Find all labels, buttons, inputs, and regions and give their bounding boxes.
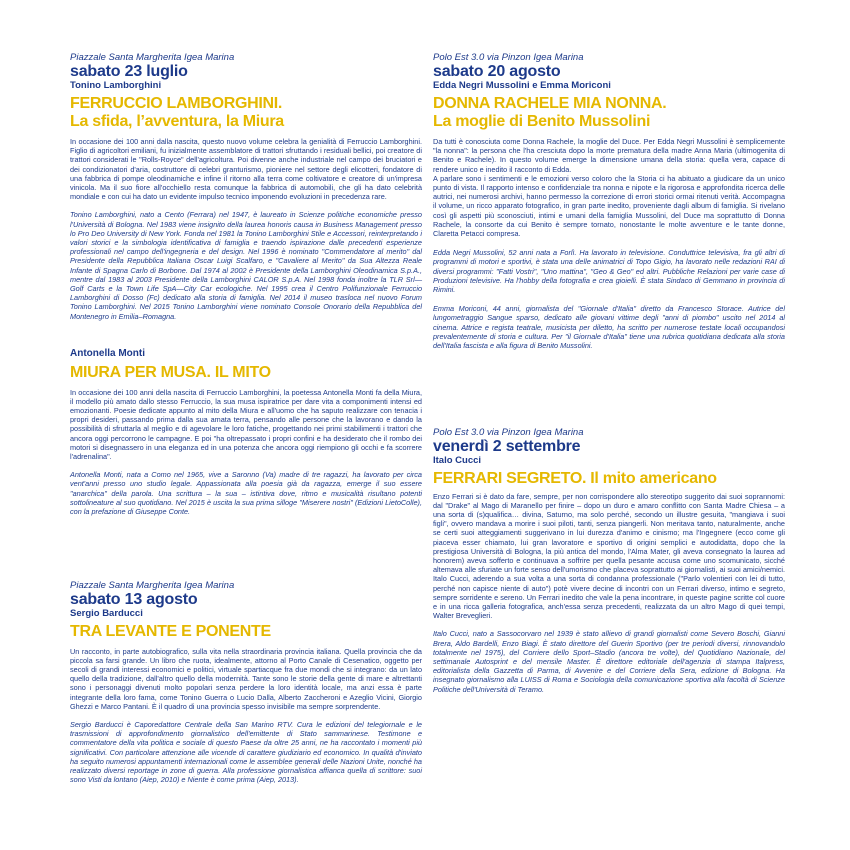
event-venue: Piazzale Santa Margherita Igea Marina [70,580,235,591]
event-date: sabato 23 luglio [70,63,188,80]
event-venue: Polo Est 3.0 via Pinzon Igea Marina [433,427,584,438]
event-donna-rachele [433,52,785,350]
book-title: FERRUCCIO LAMBORGHINI. [70,95,283,112]
author-bio: Tonino Lamborghini, nato a Cento (Ferrara) nel 1947, è laureato in Scienze politiche economiche presso l'Università di Bologna. Nel 1983 viene insignito della laurea honoris causa in Business Management presso lo Pro Deo University di New York. Fonda nel 1981 la Tonino Lamborghini Stile e Accessori, reinterpretando i valori storici e la simbologia identificativa di famiglia e traendo ispirazione dalle precedenti esperienze professionali nel campo dell'ingegneria e del design. Nel 1996 è nominato "Commendatore al merito" dal Presidente della Repubblica Italiana Oscar Luigi Scalfaro, e "Cavaliere al Merito" da Sua Altezza Reale Infante di Spagna Carlo di Borbone. Dal 1974 al 2002 è Presidente della Lamborghini Oleodinamica S.p.A., mentre dal 1983 al 2003 Presidente della Lamborghini CALOR S.p.A. Nel 1998 fonda inoltre la TLR Srl—Golf Carts e la Town Life SpA—City Car ecologiche. Nel 1995 crea il Centro Polifunzionale Ferruccio Lamborghini di Dosso (Fc) dedicato alla storia di famiglia. Nel 2014 il museo trasloca nel nuovo Forum Tonino Lamborghini. Nel 2015 Tonino Lamborghini viene nominato Console Onorario della Repubblica del Montenegro in Emilia–Romagna. [70,210,422,321]
author-bio: Antonella Monti, nata a Como nel 1965, vive a Saronno (Va) madre di tre ragazzi, ha lavorato per circa vent'anni presso uno studio legale. Appassionata alla poesia già da ragazza, emerge il suo essere "anarchica" della parola. Una scrittura – la sua – istintiva dove, ritmo e musicalità risultano potenti sottolineature al suo quotidiano. Nel 2015 è uscita la sua prima silloge "Miserere nostri" (Edizioni LietoColle), con la prefazione di Giuseppe Conte. [70,470,422,516]
event-author: Italo Cucci [433,455,482,466]
book-title: FERRARI SEGRETO. Il mito americano [433,470,717,487]
event-venue: Piazzale Santa Margherita Igea Marina [70,52,235,63]
book-description: In occasione dei 100 anni della nascita di Ferruccio Lamborghini, la poetessa Antonella Monti fa della Miura, il modello più amato dallo stesso Ferruccio, la sua musa ispiratrice per dare vita a componimenti intensi ed emozionanti. Poesie dedicate appunto al mito della Miura e all'uomo che ha saputo realizzare con tenacia i propri desideri, passando prima dalla sua amata terra, pensando alle persone che la lavorano e dando la possibilità di sfruttarla al meglio e di agevolare le loro fatiche, progettando nei primi stabilimenti i trattori che ancora oggi percorrono le campagne. E poi "ha oltrepassato i propri confini e ha desiderato che il rombo dei motori si disegnassero in una eleganza ed in una potenza che ancora oggi riempiono gli occhi e fa scorrere l'adrenalina". [70,387,422,461]
event-author: Edda Negri Mussolini e Emma Moriconi [433,80,611,91]
book-description: Da tutti è conosciuta come Donna Rachele, la moglie del Duce. Per Edda Negri Mussolini è semplicemente "la nonna": la persona che l'ha cresciuta dopo la morte prematura della madre Anna Maria (ultimogenita di Benito e Rachele). In questo volume emerge la dimensione umana della storia: quella vera, capace di rendere unico e inedito il racconto di Edda. A parlare sono i sentimenti e le emozioni verso coloro che la Storia ci ha abituato a giudicare da un unico punto di vista. Il rapporto intenso e confidenziale tra nonna e nipote e la rigorosa e approfondita ricerca delle autrici, nei numerosi archivi, hanno permesso la correzione di errori storici ormai ritenuti verità. Accompagna il volume, un ricco apparato fotografico, in gran parte inedito, proveniente dagli album di famiglia. Si rivelano così gli aspetti più sconosciuti, intimi e umani della famiglia Mussolini, del Duce ma soprattutto di Donna Rachele, la consorte da cui Benito è sempre tornato, nonostante le molte avventure e le tante donne, Claretta Petacci compresa. [433,137,785,239]
book-description: Enzo Ferrari si è dato da fare, sempre, per non corrispondere allo stereotipo suggerito dai suoi soprannomi: dal "Drake" al Mago di Maranello per finire – dopo un duro e amaro conflitto con Santa Madre Chiesa – a una sorta di (s)qualifica… divina, Saturno, ma solo perché, secondo un illustre gesuita, "mangiava i suoi figli", ovvero mandava a morire i suoi piloti, tanti, senza piangerli. Non meritava tanto, naturalmente, anche se certi suoi atteggiamenti suggerivano in lui durezza d'animo e cinismo; ma l'Ingegnere (ecco come gli piaceva esser chiamato, lui gran lavoratore e sportivo di origini semplici e autodidatta, dopo che la prestigiosa Università di Bologna, la più antica del mondo, l'Alma Mater, gli aveva consegnato la laurea ad honorem) aveva sofferto e continuava a soffrire per quella pesante accusa come uno scomunicato, sicché altemava alle sfuriate un forte senso dell'umorismo che placeva soprattutto ai giornalisti, ai suoi amici/nemici. Italo Cucci, aderendo a sua volta a una sorta di condanna professionale ("Parlo volentieri con lei di tutto, perché non capisce niente di auto") potè vivere decine di incontri con un Ferrari diverso, intimo e segreto, sempre sorridente e sereno. Un Ferrari inedito che vale la pena incontrare, in queste pagine scritte col cuore e in una ricca galleria fotografica, anch'essa senza precedenti, realizzata da un altro Mago di quei tempi, Walter Breveglieri. [433,491,785,621]
event-author: Sergio Barducci [70,608,143,619]
author-bio: Sergio Barducci è Caporedattore Centrale della San Marino RTV. Cura le edizioni del telegiornale e le trasmissioni di approfondimento giornalistico dell'emittente di Stato sammarinese. Testimone e commentatore della vita politica e sociale di questo Paese da oltre 25 anni, ne ha raccontato i momenti più significativi. Con particolare attenzione alle vicende di carattere giudiziario ed economico. In qualità d'inviato ha seguito numerosi appuntamenti internazionali come le assemblee generali delle Nazioni Unite, nonché ha realizzato diversi reportage in zone di guerra. Alla professione giornalistica affianca quella di scrittore: suoi sono Visti da lontano (Aiep, 2010) e Niente è come prima (Aiep, 2013). [70,719,422,785]
coauthor-bio: Emma Moriconi, 44 anni, giornalista del "Giornale d'Italia" diretto da Francesco Storace. Autrice del lungometraggio Sangue sparso, dedicato alle giovani vittime degli "anni di piombo" uscito nel 2014 al cinema. Attrice e regista teatrale, musicista per diletto, ha scritto per numerose testate locali occupandosi prevalentemente di storia e cultura. Per "il Giornale d'Italia" tiene una rubrica quotidiana dedicata alla storia dell'Italia fascista e alla figura di Benito Mussolini. [433,304,785,351]
event-author: Antonella Monti [70,348,145,359]
event-ferrari [433,427,785,694]
book-subtitle: La moglie di Benito Mussolini [433,112,651,130]
book-title: DONNA RACHELE MIA NONNA. [433,95,667,112]
event-miura [70,348,422,516]
book-description: Un racconto, in parte autobiografico, sulla vita nella straordinaria provincia italiana. Quella provincia che da piccola sa farsi grande. Un libro che ruota, idealmente, attorno al Porto Canale di Cesenatico, oggetto per secoli di grandi interessi economici e politici, virtuale spartiacque fra due mondi che si integrano: da un lato quello della tradizione, dall'altro quello della modernità. Tante sono le storie della gente di mare e altrettanti sono i personaggi divenuti molto popolari senza perdere la loro identità locale, ma anzi essa è parte integrante della loro fama, come Tonino Guerra o Lucio Dalla, Alberto Zaccheroni e Azeglio Vicini, Giorgio Ghezzi e Marco Pantani. È il quadro di una provincia spesso invisibile ma sempre sorprendente. [70,646,422,711]
book-subtitle: La sfida, l’avventura, la Miura [70,112,284,130]
event-date: sabato 13 agosto [70,591,198,608]
book-description: In occasione dei 100 anni dalla nascita, questo nuovo volume celebra la genialità di Ferruccio Lamborghini. Figlio di agricoltori emiliani, fu inizialmente assemblatore di trattori sfruttando i residuali bellici, poi creatore di trattori considerati le "Rolls-Royce" dell'agricoltura. Poi divenne anche industriale nel campo dei bruciatori e dei condizionatori d'aria, costruttore di celebri granturismo, pioniere nel settore degli elicotteri, fondatore di una fabbrica di pompe oleodinamiche e infine il ritorno alla terra come coltivatore e creatore di un'impresa vinicola. Ma il suo fiore all'occhiello resta comunque la fabbrica di automobili, che gli ha dato celebrità mondiale e con cui ha dato un evidente impulso tecnico imponendo evoluzioni in precedenza rare. [70,137,422,202]
event-levante [70,580,422,784]
book-title: TRA LEVANTE E PONENTE [70,623,271,640]
event-date: sabato 20 agosto [433,63,561,80]
book-title: MIURA PER MUSA. IL MITO [70,364,271,381]
author-bio: Edda Negri Mussolini, 52 anni nata a Forlì. Ha lavorato in televisione. Conduttrice televisiva, fra gli altri di programmi di motori e sportivi, è stata una delle animatrici di Topo Gigio, ha lavorato nelle redazioni RAI di diversi programmi: "Fatti Vostri", "Uno mattina", "Geo & Geo" ed altri. Pubbliche Relazioni per varie case di Produzioni televisive. Ha l'hobby della fotografia e crea gioielli. È stata Sindaco di Gemmano in provincia di Rimini. [433,248,785,295]
author-bio: Italo Cucci, nato a Sassocorvaro nel 1939 è stato allievo di grandi giornalisti come Severo Boschi, Gianni Brera, Aldo Bardelli, Enzo Biagi. È stato direttore del Guerin Sportivo (per tre periodi diversi, rinnovandolo totalmente nel 1975), del Corriere dello Sport–Stadio (ancora tre volte), del Quotidiano Nazionale, del settimanale Autosprint e del mensile Master. È direttore editoriale dell'agenzia di stampa Italpress, editorialista della Gazzetta di Parma, di Avvenire e del Corriere della Sera, edizione di Bologna. Ha insegnato giornalismo alla LUISS di Roma e Sociologia della comunicazione sportiva alla facoltà di Scienze Politiche dell'Università di Teramo. [433,629,785,694]
event-date: venerdì 2 settembre [433,438,581,455]
event-lamborghini [70,52,422,321]
event-author: Tonino Lamborghini [70,80,162,91]
event-venue: Polo Est 3.0 via Pinzon Igea Marina [433,52,584,63]
